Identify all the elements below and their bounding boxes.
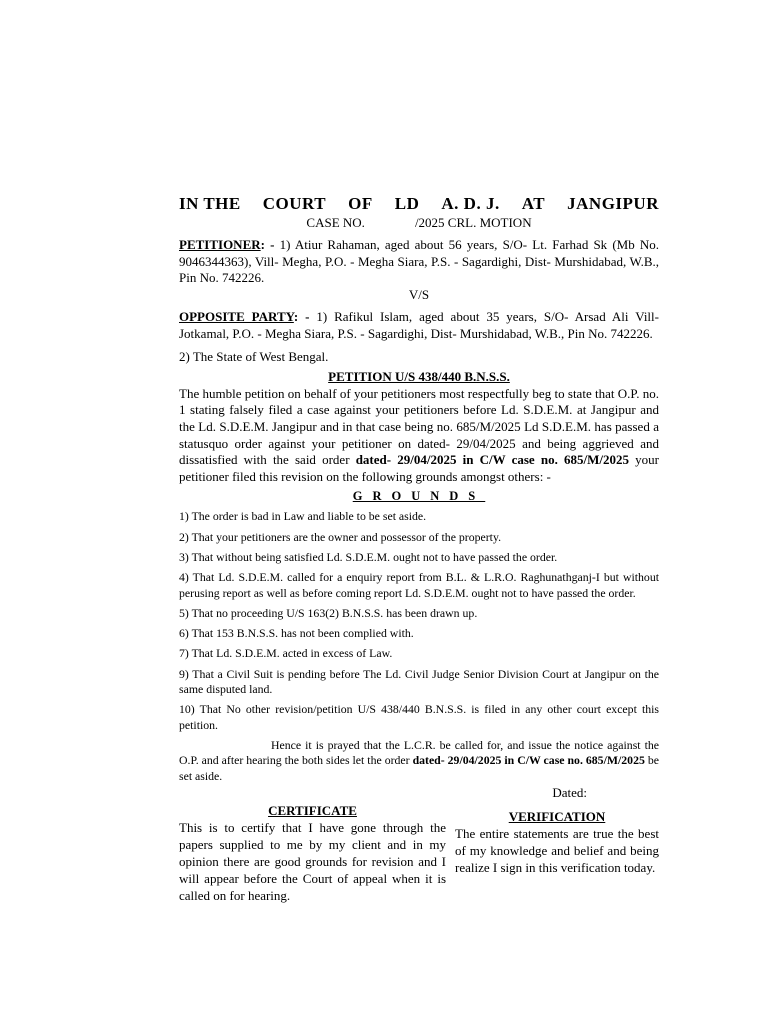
- ground-item: 10) That No other revision/petition U/S 438/440 B.N.S.S. is filed in any other court except this petition.: [179, 702, 659, 732]
- opposite-party-sep: : -: [293, 309, 310, 325]
- ground-item: 4) That Ld. S.D.E.M. called for a enquiry report from B.L. & L.R.O. Raghunathganj-I but without perusing report as well as before coming report Ld. S.D.E.M. ought not to have passed the order.: [179, 570, 659, 600]
- ground-item: 1) The order is bad in Law and liable to be set aside.: [179, 509, 427, 524]
- petition-document: [179, 194, 659, 904]
- case-number-line: [179, 215, 659, 231]
- certificate-section: [179, 803, 446, 904]
- prayer-paragraph: [179, 738, 659, 785]
- certificate-heading: CERTIFICATE: [268, 803, 357, 819]
- petitioner-block: [179, 237, 659, 287]
- petitioner-sep: : -: [260, 237, 275, 252]
- verification-heading: VERIFICATION: [508, 809, 606, 825]
- ground-item: 7) That Ld. S.D.E.M. acted in excess of Law.: [179, 646, 393, 661]
- petition-body: [179, 386, 659, 486]
- title-word: COURT: [262, 194, 327, 213]
- opposite-party-2: 2) The State of West Bengal.: [179, 348, 329, 364]
- verification-text: The entire statements are true the best of my knowledge and belief and being realize I sign in this verification today.: [455, 826, 659, 876]
- court-title: [179, 194, 659, 214]
- opposite-party-text: 1) Rafikul Islam, aged about 35 years, S/O- Arsad Ali Vill- Jotkamal, P.O. - Megha Siara, P.S. - Sagardighi, Dist- Murshidabad, W.B., Pin No. 742226.: [179, 309, 659, 341]
- ground-item: 2) That your petitioners are the owner and possessor of the property.: [179, 529, 502, 544]
- ground-item: 9) That a Civil Suit is pending before The Ld. Civil Judge Senior Division Court at Jangipur on the same disputed land.: [179, 666, 659, 696]
- title-word: LD: [394, 194, 420, 213]
- grounds-heading: GROUNDS: [352, 489, 486, 504]
- prayer-text-2: be set aside.: [179, 753, 659, 783]
- verification-section: [455, 809, 659, 904]
- title-word: IN THE: [179, 194, 241, 213]
- petition-body-bold: dated- 29/04/2025 in C/W case no. 685/M/2025: [355, 452, 629, 468]
- title-word: JANGIPUR: [567, 194, 659, 213]
- case-no-label: CASE NO.: [306, 215, 365, 230]
- petition-heading: PETITION U/S 438/440 B.N.S.S.: [328, 369, 510, 385]
- petition-body-2: your petitioner filed this revision on the following grounds amongst others: -: [179, 452, 659, 484]
- petitioner-label: PETITIONER: [179, 237, 261, 252]
- dated-label: Dated:: [552, 785, 587, 801]
- petition-body-1: The humble petition on behalf of your petitioners most respectfully beg to state that O.P. no. 1 stating falsely filed a case against your petitioners before Ld. S.D.E.M. at Jangipur and the Ld. S.D.E.M. Jangipur and in that case being no. 685/M/2025 Ld S.D.E.M. has passed a statusquo order against your petitioner on dated- 29/04/2025 and being aggrieved and dissatisfied with the said order: [179, 385, 659, 468]
- opposite-party-label: OPPOSITE PARTY: [179, 309, 294, 325]
- prayer-text-1: Hence it is prayed that the L.C.R. be called for, and issue the notice against the O.P. and after hearing the both sides let the order: [179, 737, 659, 768]
- case-no-suffix: /2025 CRL. MOTION: [414, 215, 532, 230]
- title-word: OF: [348, 194, 373, 213]
- opposite-party-block: [179, 309, 659, 342]
- prayer-bold: dated- 29/04/2025 in C/W case no. 685/M/2025: [412, 753, 645, 768]
- grounds-list: [179, 509, 659, 784]
- title-word: A. D. J.: [441, 194, 500, 213]
- ground-item: 6) That 153 B.N.S.S. has not been complied with.: [179, 626, 414, 641]
- versus: V/S: [408, 286, 430, 302]
- ground-item: 3) That without being satisfied Ld. S.D.E.M. ought not to have passed the order.: [179, 549, 558, 564]
- certificate-text: This is to certify that I have gone through the papers supplied to me by my client and in my opinion there are good grounds for revision and I will appear before the Court of appeal when it is called on for hearing.: [179, 820, 446, 904]
- ground-item: 5) That no proceeding U/S 163(2) B.N.S.S. has been drawn up.: [179, 605, 478, 620]
- signature-columns: [179, 803, 659, 904]
- petitioner-text: 1) Atiur Rahaman, aged about 56 years, S/O- Lt. Farhad Sk (Mb No. 9046344363), Vill- Megha, P.O. - Megha Siara, P.S. - Sagardighi, Dist- Murshidabad, W.B., Pin No. 742226.: [179, 237, 659, 286]
- title-word: AT: [521, 194, 546, 213]
